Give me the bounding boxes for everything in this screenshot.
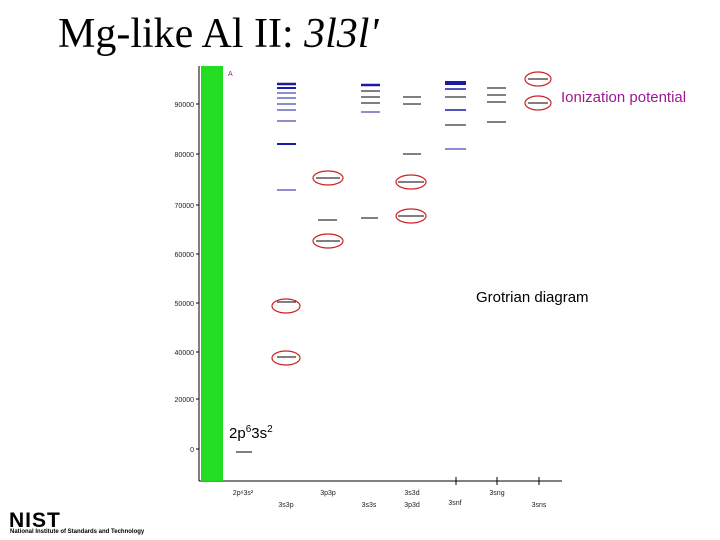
levels-col-3s3p <box>277 84 296 357</box>
highlight-circle <box>272 299 300 313</box>
config-label-upper: 3p3p <box>320 490 336 497</box>
y-tick-label: 70000 <box>174 203 194 210</box>
ground-config-sup2: 2 <box>267 424 273 435</box>
y-ticks <box>175 102 199 454</box>
config-label-lower: 3s3s <box>361 502 377 509</box>
ground-state-bar <box>201 66 223 481</box>
levels-col-3s3d <box>398 97 424 216</box>
config-label-upper: 3sng <box>489 490 505 497</box>
limit-label: A <box>228 71 233 78</box>
config-label-lower: 3p3d <box>404 502 420 509</box>
ground-config-label <box>229 424 273 442</box>
levels-col-3sns <box>528 79 548 103</box>
nist-logo-text: NIST <box>9 509 61 532</box>
grotrian-diagram-label: Grotrian diagram <box>476 289 589 306</box>
highlight-circles <box>272 72 551 365</box>
config-label-upper: 3snf <box>448 500 462 507</box>
y-tick-label: 20000 <box>174 397 194 404</box>
y-tick-label: 90000 <box>174 102 194 109</box>
y-tick-label: 50000 <box>174 301 194 308</box>
ground-config-sup1: 6 <box>245 424 252 435</box>
highlight-circle <box>272 351 300 365</box>
levels-col-3s3s <box>361 85 380 218</box>
config-label-upper: 2p⁶3s² <box>232 490 254 497</box>
y-tick-label: 80000 <box>174 152 194 159</box>
ionization-potential-label: Ionization potential <box>561 89 687 106</box>
levels-col-3p3p <box>316 178 340 241</box>
y-tick-label: 40000 <box>174 350 194 357</box>
config-labels <box>233 490 547 509</box>
config-label-lower: 3sns <box>531 502 547 509</box>
config-label-lower: 3s3p <box>278 502 294 509</box>
nist-name: National Institute of Standards and Technology <box>10 529 145 535</box>
ground-config-base: 2p <box>229 425 246 442</box>
title-formula: 3l3l' <box>304 11 379 57</box>
y-tick-label: 60000 <box>174 252 194 259</box>
config-label-upper: 3s3d <box>404 490 420 497</box>
ground-config-mid: 3s <box>251 425 268 442</box>
y-tick-label: 0 <box>190 447 194 454</box>
levels-col-3snf <box>445 83 466 149</box>
levels-col-3sng <box>487 88 506 122</box>
title-species: Mg-like Al II: <box>58 11 294 57</box>
